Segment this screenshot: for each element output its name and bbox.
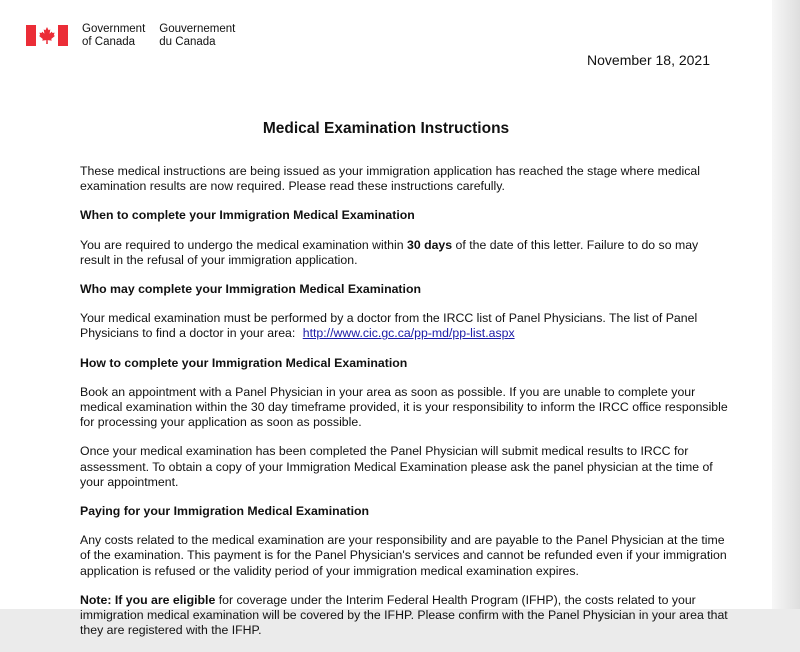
letter-date: November 18, 2021 [587, 52, 710, 68]
page-edge-shadow [772, 0, 800, 609]
who-paragraph: Your medical examination must be performed by a doctor from the IRCC list of Panel Physicians. The list of Panel Physicians to find a doctor in your area: http://www.cic.gc.ca/pp-md/pp-list.aspx [80, 311, 698, 341]
note-paragraph: Note: If you are eligible for coverage under the Interim Federal Health Program (IFHP), the costs related to your immigration medical examination will be covered by the IFHP. Please confirm with the Panel Physician in your area that they are registered with the IFHP. [80, 592, 728, 638]
how-paragraph-2: Once your medical examination has been completed the Panel Physician will submit medical results to IRCC for assessment. To obtain a copy of your Immigration Medical Examination please ask the panel physician at the time of your appointment. [80, 444, 713, 489]
gouvernement-du-canada-text: Gouvernement du Canada [159, 23, 236, 48]
paying-heading: Paying for your Immigration Medical Examination [80, 504, 370, 519]
how-paragraph-1: Book an appointment with a Panel Physician in your area as soon as possible. If you are unable to complete your medical examination within the 30 day timeframe provided, it is your responsibility to inform the IRCC office responsible for processing your application as soon as possible. [80, 384, 728, 430]
government-of-canada-signature [26, 23, 235, 49]
paying-paragraph: Any costs related to the medical examination are your responsibility and are payable to the Panel Physician at the time of the examination. This payment is for the Panel Physician's services and cannot be refunded even if your immigration application is refused or the validity period of your immigration medical examination expires. [80, 533, 727, 578]
note-bold: Note: If you are eligible [80, 592, 216, 607]
letter-body [80, 164, 730, 652]
who-heading: Who may complete your Immigration Medical Examination [80, 282, 421, 297]
how-heading: How to complete your Immigration Medical Examination [80, 355, 408, 370]
when-paragraph: You are required to undergo the medical examination within 30 days of the date of this letter. Failure to do so may result in the refusal of your immigration application. [80, 237, 699, 267]
canada-flag-icon [26, 25, 68, 46]
deadline-bold: 30 days [406, 237, 453, 252]
government-of-canada-text: Government of Canada [82, 23, 146, 48]
document-title: Medical Examination Instructions [262, 120, 510, 137]
panel-physician-list-link[interactable]: http://www.cic.gc.ca/pp-md/pp-list.aspx [302, 326, 515, 341]
intro-paragraph: These medical instructions are being issued as your immigration application has reached the stage where medical examination results are now required. Please read these instructions carefully. [80, 164, 700, 194]
when-heading: When to complete your Immigration Medical Examination [80, 208, 415, 223]
